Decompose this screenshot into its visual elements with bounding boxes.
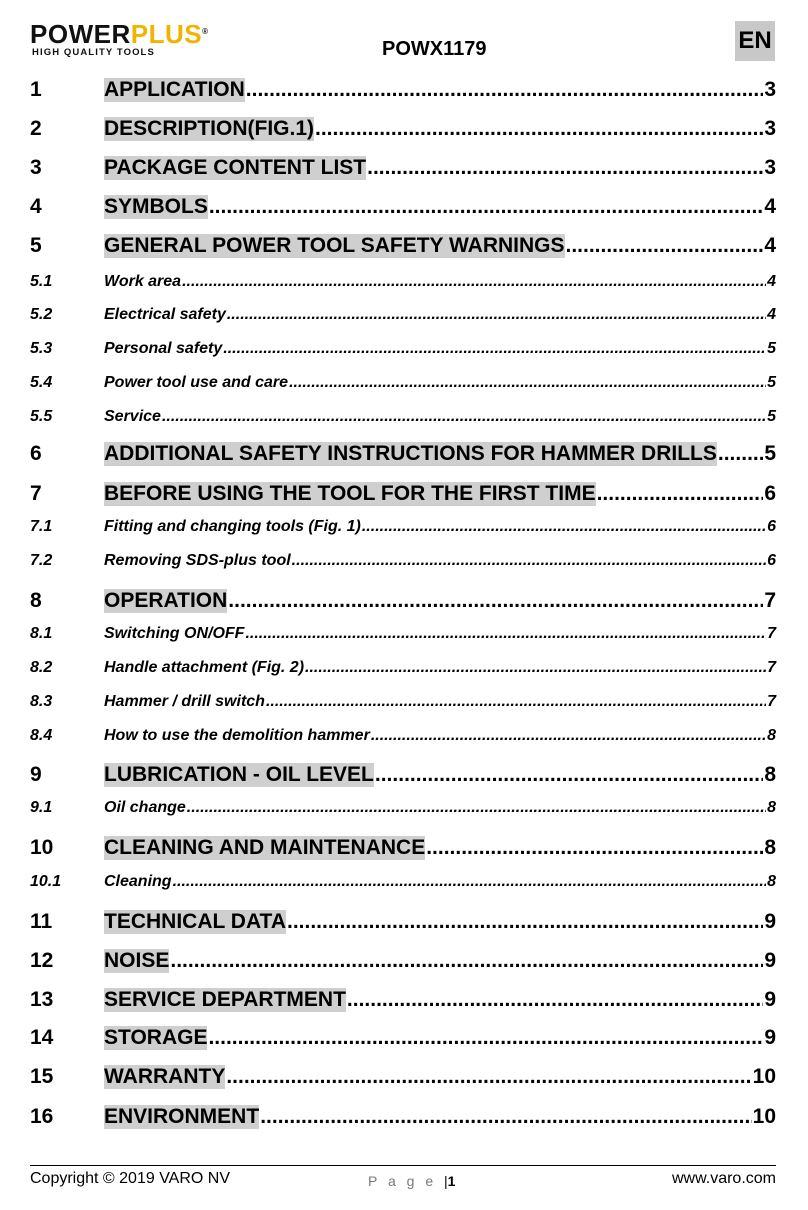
toc-page-number: 3 xyxy=(764,78,776,101)
toc-section-number: 10 xyxy=(30,836,54,859)
toc-entry[interactable] xyxy=(30,337,776,359)
toc-entry[interactable] xyxy=(30,585,776,615)
toc-entry[interactable] xyxy=(30,1022,776,1052)
page-label: P a g e xyxy=(368,1173,437,1189)
toc-entry[interactable] xyxy=(30,796,776,818)
toc-title: STORAGE xyxy=(104,1026,208,1049)
toc-page-number: 8 xyxy=(767,799,776,816)
toc-title: SYMBOLS xyxy=(104,195,208,218)
toc-title: Personal safety xyxy=(104,340,223,357)
toc-page-number: 9 xyxy=(764,949,776,972)
toc-entry-line xyxy=(104,693,776,711)
toc-section-number: 8 xyxy=(30,589,42,612)
page-header xyxy=(0,0,808,70)
toc-entry[interactable] xyxy=(30,945,776,975)
toc-entry-line xyxy=(104,873,776,891)
toc-entry-line xyxy=(104,910,776,934)
toc-section-number: 11 xyxy=(30,910,53,933)
page-separator: | xyxy=(444,1173,448,1189)
toc-page-number: 6 xyxy=(767,518,776,535)
toc-entry-line xyxy=(104,374,776,392)
toc-page-number: 8 xyxy=(767,873,776,890)
toc-leader-dots xyxy=(718,442,763,466)
powerplus-logo xyxy=(30,20,260,60)
toc-page-number: 4 xyxy=(767,306,776,323)
toc-title: Power tool use and care xyxy=(104,374,289,391)
toc-title: Service xyxy=(104,408,161,425)
toc-title: OPERATION xyxy=(104,589,228,612)
footer-page-indicator xyxy=(368,1173,455,1189)
toc-section-number: 8.2 xyxy=(30,659,53,676)
toc-entry-line xyxy=(104,442,776,466)
toc-entry-line xyxy=(104,727,776,745)
toc-leader-dots xyxy=(347,988,763,1012)
footer-divider xyxy=(30,1165,776,1166)
toc-section-number: 12 xyxy=(30,949,54,972)
toc-entry[interactable] xyxy=(30,906,776,936)
logo-wordmark xyxy=(30,20,208,48)
toc-leader-dots xyxy=(182,273,766,291)
toc-leader-dots xyxy=(227,306,766,324)
toc-entry-line xyxy=(104,1065,776,1089)
toc-entry[interactable] xyxy=(30,270,776,292)
toc-entry[interactable] xyxy=(30,191,776,221)
toc-page-number: 5 xyxy=(767,374,776,391)
toc-entry-line xyxy=(104,195,776,219)
toc-leader-dots xyxy=(426,836,763,860)
toc-page-number: 4 xyxy=(767,273,776,290)
toc-section-number: 7.2 xyxy=(30,552,53,569)
toc-leader-dots xyxy=(162,408,766,426)
toc-title: APPLICATION xyxy=(104,78,245,101)
toc-title: WARRANTY xyxy=(104,1065,226,1088)
toc-entry[interactable] xyxy=(30,230,776,260)
toc-title: DESCRIPTION(FIG.1) xyxy=(104,117,315,140)
toc-title: ENVIRONMENT xyxy=(104,1105,260,1128)
toc-section-number: 5.5 xyxy=(30,408,53,425)
toc-title: Work area xyxy=(104,273,182,290)
toc-page-number: 9 xyxy=(764,910,776,933)
toc-page-number: 5 xyxy=(764,442,776,465)
toc-entry-line xyxy=(104,1026,776,1050)
toc-page-number: 8 xyxy=(764,836,776,859)
toc-page-number: 8 xyxy=(767,727,776,744)
toc-entry-line xyxy=(104,836,776,860)
toc-section-number: 1 xyxy=(30,78,42,101)
toc-page-number: 6 xyxy=(764,482,776,505)
toc-entry[interactable] xyxy=(30,371,776,393)
toc-title: Handle attachment (Fig. 2) xyxy=(104,659,305,676)
footer-copyright: Copyright © 2019 VARO NV xyxy=(30,1170,231,1187)
toc-leader-dots xyxy=(289,374,766,392)
toc-entry-line xyxy=(104,306,776,324)
toc-title: Cleaning xyxy=(104,873,172,890)
toc-title: CLEANING AND MAINTENANCE xyxy=(104,836,426,859)
toc-entry-line xyxy=(104,234,776,258)
toc-page-number: 4 xyxy=(764,234,776,257)
toc-entry-line xyxy=(104,340,776,358)
toc-entry-line xyxy=(104,518,776,536)
toc-page-number: 7 xyxy=(764,589,776,612)
toc-entry-line xyxy=(104,78,776,102)
toc-section-number: 3 xyxy=(30,156,42,179)
toc-leader-dots xyxy=(187,799,766,817)
toc-entry-line xyxy=(104,408,776,426)
toc-page-number: 4 xyxy=(764,195,776,218)
toc-leader-dots xyxy=(209,195,763,219)
toc-entry-line xyxy=(104,482,776,506)
toc-entry[interactable] xyxy=(30,1061,776,1091)
toc-entry[interactable] xyxy=(30,152,776,182)
logo-word-power: POWER xyxy=(30,19,131,49)
toc-leader-dots xyxy=(292,552,766,570)
toc-page-number: 10 xyxy=(752,1105,776,1128)
toc-entry-line xyxy=(104,1105,776,1129)
toc-section-number: 5 xyxy=(30,234,42,257)
toc-page-number: 9 xyxy=(764,988,776,1011)
toc-entry[interactable] xyxy=(30,656,776,678)
toc-leader-dots xyxy=(173,873,767,891)
toc-section-number: 10.1 xyxy=(30,873,62,890)
page-number: 1 xyxy=(447,1173,456,1189)
toc-title: Removing SDS-plus tool xyxy=(104,552,291,569)
toc-leader-dots xyxy=(375,763,763,787)
toc-entry[interactable] xyxy=(30,1101,776,1131)
toc-page-number: 7 xyxy=(767,693,776,710)
toc-entry[interactable] xyxy=(30,832,776,862)
toc-entry-line xyxy=(104,949,776,973)
toc-entry[interactable] xyxy=(30,405,776,427)
toc-section-number: 7 xyxy=(30,482,42,505)
toc-leader-dots xyxy=(170,949,763,973)
toc-section-number: 5.3 xyxy=(30,340,53,357)
toc-leader-dots xyxy=(260,1105,751,1129)
toc-page-number: 7 xyxy=(767,625,776,642)
toc-title: LUBRICATION - OIL LEVEL xyxy=(104,763,374,786)
toc-entry-line xyxy=(104,988,776,1012)
toc-page-number: 5 xyxy=(767,408,776,425)
toc-section-number: 14 xyxy=(30,1026,54,1049)
footer-website: www.varo.com xyxy=(671,1170,776,1187)
toc-page-number: 7 xyxy=(767,659,776,676)
toc-entry-line xyxy=(104,763,776,787)
toc-page-number: 10 xyxy=(752,1065,776,1088)
toc-title: Switching ON/OFF xyxy=(104,625,245,642)
toc-title: SERVICE DEPARTMENT xyxy=(104,988,346,1011)
registered-mark: ® xyxy=(202,27,209,36)
toc-page-number: 9 xyxy=(764,1026,776,1049)
toc-entry-line xyxy=(104,552,776,570)
toc-title: BEFORE USING THE TOOL FOR THE FIRST TIME xyxy=(104,482,596,505)
toc-leader-dots xyxy=(597,482,764,506)
toc-section-number: 8.3 xyxy=(30,693,53,710)
toc-section-number: 2 xyxy=(30,117,42,140)
toc-leader-dots xyxy=(266,693,766,711)
toc-leader-dots xyxy=(208,1026,763,1050)
toc-page-number: 3 xyxy=(764,156,776,179)
toc-title: How to use the demolition hammer xyxy=(104,727,370,744)
toc-leader-dots xyxy=(566,234,764,258)
toc-page-number: 5 xyxy=(767,340,776,357)
toc-leader-dots xyxy=(305,659,766,677)
toc-title: GENERAL POWER TOOL SAFETY WARNINGS xyxy=(104,234,565,257)
toc-section-number: 7.1 xyxy=(30,518,53,535)
toc-page-number: 3 xyxy=(764,117,776,140)
toc-title: Fitting and changing tools (Fig. 1) xyxy=(104,518,361,535)
toc-section-number: 8.1 xyxy=(30,625,53,642)
toc-section-number: 5.2 xyxy=(30,306,53,323)
toc-entry[interactable] xyxy=(30,622,776,644)
toc-section-number: 16 xyxy=(30,1105,54,1128)
toc-title: NOISE xyxy=(104,949,170,972)
toc-section-number: 5.4 xyxy=(30,374,53,391)
toc-entry-line xyxy=(104,589,776,613)
toc-leader-dots xyxy=(287,910,763,934)
toc-title: Hammer / drill switch xyxy=(104,693,265,710)
toc-leader-dots xyxy=(228,589,763,613)
toc-entry[interactable] xyxy=(30,74,776,104)
toc-leader-dots xyxy=(362,518,766,536)
toc-title: ADDITIONAL SAFETY INSTRUCTIONS FOR HAMMER DRILLS xyxy=(104,442,717,465)
toc-leader-dots xyxy=(371,727,766,745)
toc-entry[interactable] xyxy=(30,113,776,143)
toc-page-number: 6 xyxy=(767,552,776,569)
toc-entry[interactable] xyxy=(30,759,776,789)
toc-entry-line xyxy=(104,273,776,291)
logo-word-plus: PLUS xyxy=(130,19,203,49)
toc-entry[interactable] xyxy=(30,549,776,571)
toc-entry-line xyxy=(104,117,776,141)
toc-section-number: 6 xyxy=(30,442,42,465)
toc-leader-dots xyxy=(315,117,763,141)
toc-entry-line xyxy=(104,156,776,180)
toc-leader-dots xyxy=(246,78,764,102)
toc-leader-dots xyxy=(223,340,766,358)
toc-page-number: 8 xyxy=(764,763,776,786)
toc-title: Oil change xyxy=(104,799,186,816)
toc-section-number: 8.4 xyxy=(30,727,53,744)
language-badge: EN xyxy=(735,21,775,61)
toc-leader-dots xyxy=(226,1065,751,1089)
toc-entry-line xyxy=(104,799,776,817)
toc-entry[interactable] xyxy=(30,515,776,537)
model-number: POWX1179 xyxy=(382,38,487,60)
toc-title: PACKAGE CONTENT LIST xyxy=(104,156,367,179)
toc-section-number: 5.1 xyxy=(30,273,53,290)
toc-leader-dots xyxy=(367,156,763,180)
toc-entry[interactable] xyxy=(30,478,776,508)
toc-entry[interactable] xyxy=(30,690,776,712)
toc-leader-dots xyxy=(245,625,766,643)
toc-section-number: 15 xyxy=(30,1065,54,1088)
toc-section-number: 13 xyxy=(30,988,54,1011)
toc-entry[interactable] xyxy=(30,303,776,325)
toc-entry[interactable] xyxy=(30,870,776,892)
toc-section-number: 9 xyxy=(30,763,42,786)
logo-tagline: HIGH QUALITY TOOLS xyxy=(32,47,155,58)
toc-title: TECHNICAL DATA xyxy=(104,910,286,933)
toc-entry-line xyxy=(104,659,776,677)
toc-section-number: 9.1 xyxy=(30,799,53,816)
toc-entry[interactable] xyxy=(30,984,776,1014)
toc-entry-line xyxy=(104,625,776,643)
toc-title: Electrical safety xyxy=(104,306,226,323)
toc-section-number: 4 xyxy=(30,195,42,218)
toc-entry[interactable] xyxy=(30,724,776,746)
toc-entry[interactable] xyxy=(30,438,776,468)
